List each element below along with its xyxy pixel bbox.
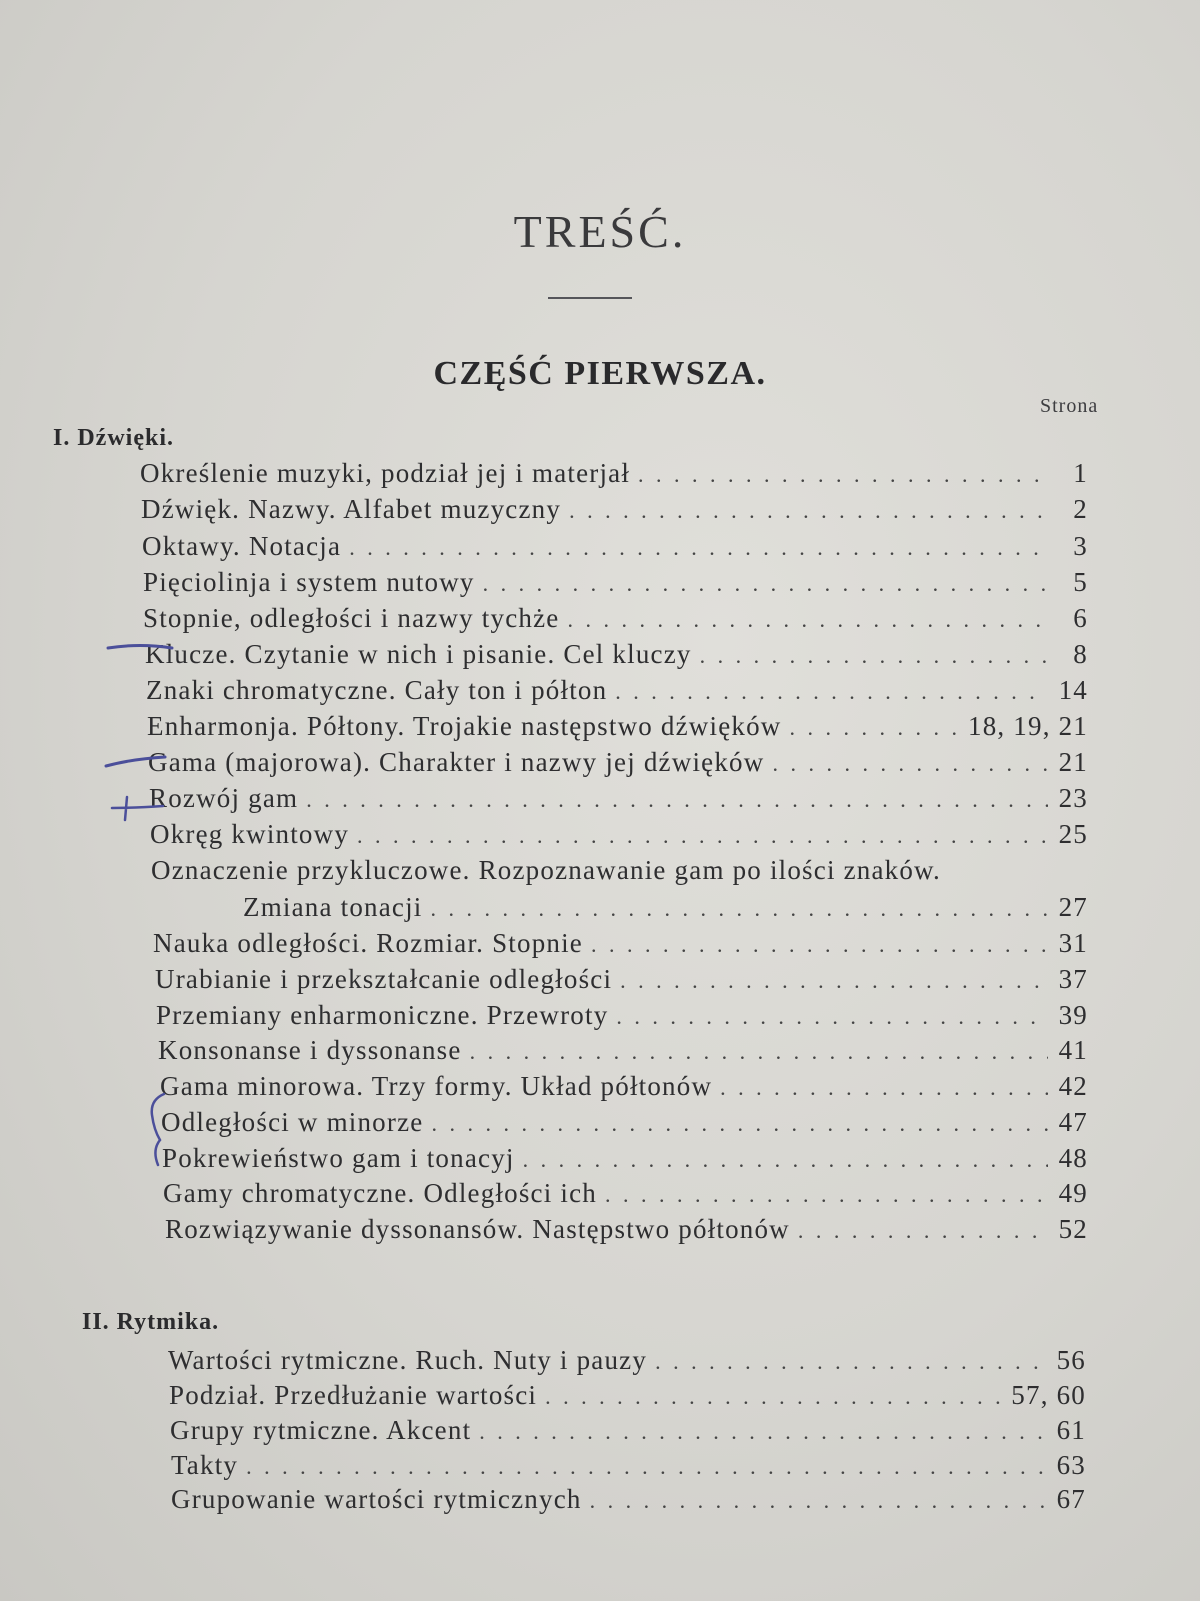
toc-entry-page: 25 (1058, 819, 1088, 849)
toc-entry-text: Klucze. Czytanie w nich i pisanie. Cel kluczy (145, 639, 692, 669)
toc-entry-page: 37 (1058, 964, 1088, 994)
toc-entry-text-continued: Zmiana tonacji (243, 892, 423, 922)
toc-entry-page: 41 (1058, 1035, 1088, 1065)
toc-entry-page: 23 (1058, 783, 1088, 813)
toc-entry-page: 52 (1058, 1214, 1088, 1244)
toc-entry-page: 5 (1073, 567, 1088, 597)
page-column-label: Strona (1040, 395, 1099, 417)
toc-entry-page: 31 (1058, 928, 1088, 958)
toc-entry-text: Grupy rytmiczne. Akcent (170, 1415, 472, 1445)
toc-entry-text: Znaki chromatyczne. Cały ton i półton (146, 675, 608, 705)
toc-entry-text: Przemiany enharmoniczne. Przewroty (156, 1000, 609, 1030)
toc-entry-page: 42 (1058, 1071, 1088, 1101)
toc-entry-text: Gama minorowa. Trzy formy. Układ półtonów (160, 1071, 713, 1101)
page-title: TREŚĆ. (513, 206, 687, 257)
toc-entry-page: 67 (1056, 1484, 1086, 1514)
toc-entry-text: Rozwój gam (149, 783, 299, 813)
toc-entry-page: 39 (1058, 1000, 1088, 1030)
toc-entry-text: Dźwięk. Nazwy. Alfabet muzyczny (141, 494, 562, 524)
toc-entry-page: 63 (1056, 1450, 1086, 1480)
toc-entry-page: 61 (1056, 1415, 1086, 1445)
toc-entry-page: 6 (1073, 603, 1088, 633)
toc-entry-page: 49 (1058, 1178, 1088, 1208)
toc-entry-text: Nauka odległości. Rozmiar. Stopnie (153, 928, 583, 958)
toc-entry-page: 56 (1056, 1345, 1086, 1375)
pencil-underline-mark (108, 646, 172, 649)
toc-entry-page: 2 (1073, 494, 1088, 524)
toc-entry-text: Urabianie i przekształcanie odległości (155, 964, 613, 994)
pencil-plus-mark (112, 797, 163, 820)
toc-entry-text: Wartości rytmiczne. Ruch. Nuty i pauzy (168, 1345, 648, 1375)
toc-entry-text: Konsonanse i dyssonanse (158, 1035, 462, 1065)
toc-entry-page: 8 (1073, 639, 1088, 669)
part-heading: CZĘŚĆ PIERWSZA. (433, 355, 767, 392)
toc-entry-text: Enharmonja. Półtony. Trojakie następstwo dźwięków (147, 711, 782, 741)
toc-entry-text: Gama (majorowa). Charakter i nazwy jej dźwięków (148, 747, 765, 777)
toc-entry-text: Oznaczenie przykluczowe. Rozpoznawanie gam po ilości znaków. (151, 855, 941, 885)
toc-entry-page: 18, 19, 21 (968, 711, 1088, 741)
toc-entry-page: 1 (1073, 458, 1088, 488)
toc-entry-text: Okręg kwintowy (150, 819, 350, 849)
toc-entry-page: 57, 60 (1011, 1380, 1086, 1410)
toc-entry-page: 47 (1058, 1107, 1088, 1137)
toc-entry-text: Pokrewieństwo gam i tonacyj (162, 1143, 515, 1173)
toc-entry-page: 3 (1073, 531, 1088, 561)
toc-entry-text: Rozwiązywanie dyssonansów. Następstwo półtonów (165, 1214, 790, 1244)
toc-entry-text: Określenie muzyki, podział jej i materjał (140, 458, 631, 488)
toc-entry-text: Podział. Przedłużanie wartości (169, 1380, 538, 1410)
section-heading-rytmika: II. Rytmika. (82, 1309, 220, 1335)
toc-entry-page: 14 (1058, 675, 1088, 705)
section-heading-dzwieki: I. Dźwięki. (53, 425, 174, 451)
toc-entry-page: 21 (1058, 747, 1088, 777)
toc-entry-text: Odległości w minorze (161, 1107, 424, 1137)
toc-entry-text: Oktawy. Notacja (142, 531, 342, 561)
toc-entry-page: 48 (1058, 1143, 1088, 1173)
toc-entry-text: Pięciolinja i system nutowy (143, 567, 475, 597)
toc-entry-text: Stopnie, odległości i nazwy tychże (143, 603, 560, 633)
toc-entry-text: Grupowanie wartości rytmicznych (171, 1484, 582, 1514)
toc-entry-text: Takty (171, 1450, 239, 1480)
toc-entry-page: 27 (1058, 892, 1088, 922)
pencil-bracket-mark (152, 1094, 164, 1165)
pencil-underline-mark (106, 757, 165, 766)
toc-entry-text: Gamy chromatyczne. Odległości ich (163, 1178, 597, 1208)
